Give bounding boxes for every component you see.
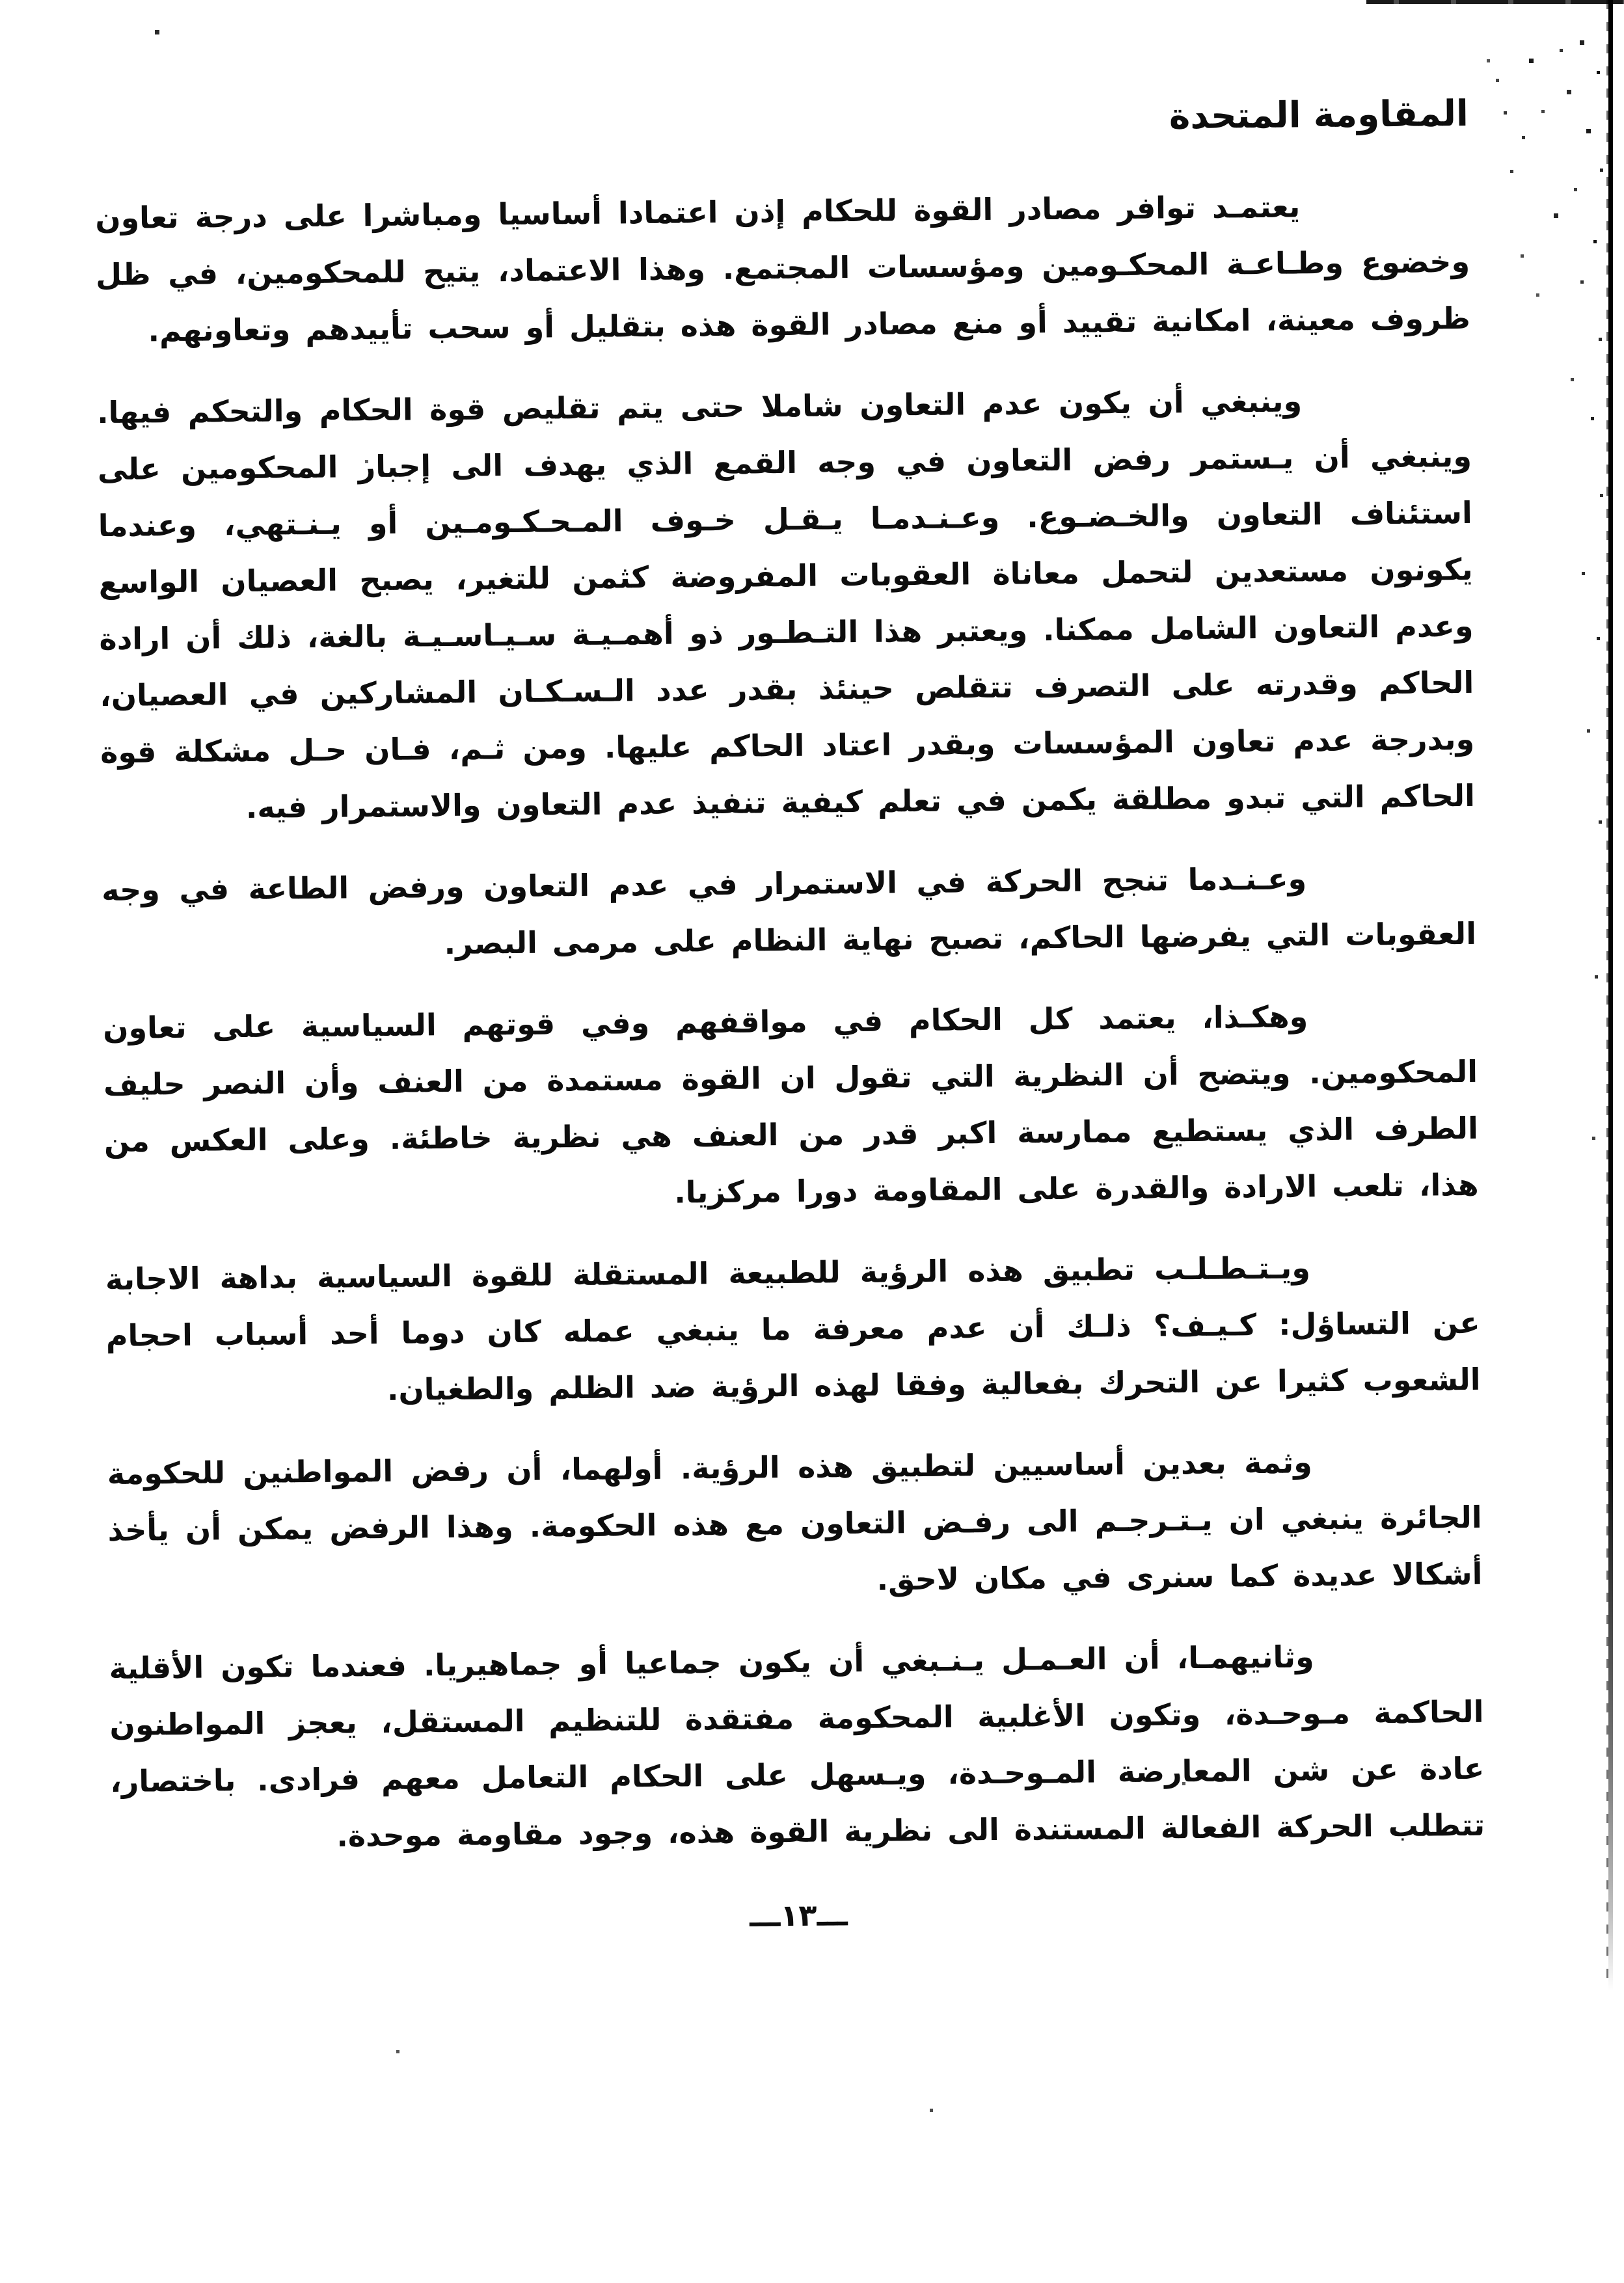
body-paragraph-4: وهكـذا، يعتمد كل الحكام في مواقفهم وفي قوتهم السياسية على تعاون المحكومين. ويتضح أن النظرية التي تقول ان القوة مستمدة من العنف وأن النصر حليف الطرف الذي يستطيع ممارسة اكبر قدر من العنف هي نظرية خاطئة. وعلى العكس من هذا، تلعب الارادة والقدرة على المقاومة دورا مركزيا. — [102, 999, 1479, 1210]
body-paragraph-7: وثانيهمـا، أن العـمـل يـنـبغي أن يكون جماعيا أو جماهيريا. فعندما تكون الأقلية الحاكمة مـوحـدة، وتكون الأغلبية المحكومة مفتقدة للتنظيم المستقل، يعجز المواطنون عادة عن شن المعارضة المـوحـدة، ويـسهل على الحكام التعامل معهم فرادى. باختصار، تتطلب الحركة الفعالة المستندة الى نظرية القوة هذه، وجود مقاومة موحدة. — [109, 1639, 1485, 1854]
scan-artifact-right-edge-line — [1608, 0, 1613, 1991]
page-title: المقاومة المتحدة — [1169, 92, 1469, 137]
page-content — [94, 92, 1486, 1939]
body-paragraph-1: يعتمـد توافر مصادر القوة للحكام إذن اعتمادا أساسيا ومباشرا على درجة تعاون وخضوع وطـاعـة المحكـومين ومؤسسات المجتمع. وهذا الاعتماد، يتيح للمحكومين، في ظل ظروف معينة، امكانية تقييد أو منع مصادر القوة هذه بتقليل أو سحب تأييدهم وتعاونهم. — [95, 189, 1471, 349]
page-number: ـــ١٣ـــ — [749, 1897, 848, 1934]
scan-noise-speckles — [0, 0, 2, 2]
body-paragraph-2: وينبغي أن يكون عدم التعاون شاملا حتى يتم تقليص قوة الحكام والتحكم فيها. وينبغي أن يـستمر رفض التعاون في وجه القمع الذي يهدف الى إجبار المحكومين على استئناف التعاون والخـضـوع. وعـنـدمـا يـقـل خـوف المـحـكـومـين أو يـنـتهي، وعندما يكونون مستعدين لتحمل معاناة العقوبات المفروضة كثمن للتغير، يصبح العصيان الواسع وعدم التعاون الشامل ممكنا. ويعتبر هذا التـطـور ذو أهمـيـة سـيـاسـيـة بالغة، ذلك أن ارادة الحاكم وقدرته على التصرف تتقلص حينئذ بقدر عدد الـسـكـان المشاركين في العصيان، وبدرجة عدم تعاون المؤسسات وبقدر اعتاد الحاكم عليها. ومن ثـم، فـان حـل مشكلة قوة الحاكم التي تبدو مطلقة يكمن في تعلم كيفية تنفيذ عدم التعاون والاستمرار فيه. — [96, 383, 1476, 825]
body-paragraph-6: وثمة بعدين أساسيين لتطبيق هذه الرؤية. أولهما، أن رفض المواطنين للحكومة الجائرة ينبغي ان يـتـرجـم الى رفـض التعاون مع هذه الحكومة. وهذا الرفض يمكن أن يأخذ أشكالا عديدة كما سنرى في مكان لاحق. — [107, 1444, 1483, 1597]
scan-artifact-top-edge — [1366, 0, 1624, 4]
body-paragraph-5: ويـتـطـلـب تطبيق هذه الرؤية للطبيعة المستقلة للقوة السياسية بداهة الاجابة عن التساؤل: كـيـف؟ ذلـك أن عدم معرفة ما ينبغي عمله كان دوما أحد أسباب احجام الشعوب كثيرا عن التحرك بفعالية وفقا لهذه الرؤية ضد الظلم والطغيان. — [105, 1250, 1481, 1407]
body-paragraph-3: وعـنـدما تنجح الحركة في الاستمرار في عدم التعاون ورفض الطاعة في وجه العقوبات التي يفرضها الحاكم، تصبح نهاية النظام على مرمى البصر. — [101, 861, 1477, 962]
